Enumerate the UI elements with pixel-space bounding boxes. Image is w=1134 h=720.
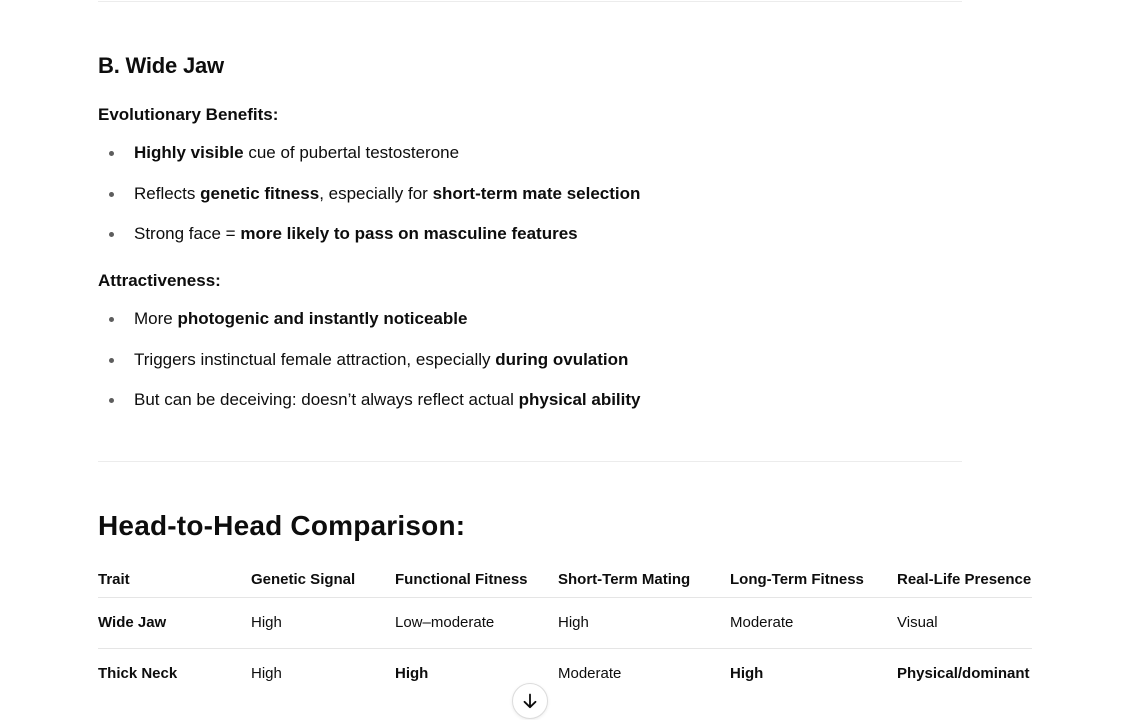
- benefits-heading: Evolutionary Benefits:: [98, 105, 279, 124]
- arrow-down-icon: [521, 692, 539, 710]
- table-cell: Moderate: [730, 614, 794, 631]
- table-cell: Visual: [897, 614, 938, 631]
- table-cell: High: [395, 665, 429, 682]
- text: More: [134, 309, 178, 328]
- comparison-title: Head-to-Head Comparison:: [98, 510, 466, 541]
- benefit-item: [98, 222, 640, 246]
- benefit-item: [98, 182, 640, 206]
- table-cell: Physical/dominant: [897, 665, 1030, 682]
- comparison-table: [98, 562, 1032, 699]
- text: Triggers instinctual female attraction, especially: [134, 349, 496, 369]
- table-cell: Low–moderate: [395, 614, 495, 631]
- attractiveness-list: [98, 307, 641, 429]
- column-header: Functional Fitness: [395, 571, 528, 588]
- row-trait-cell: Wide Jaw: [98, 614, 167, 631]
- bold-text: during ovulation: [495, 349, 629, 369]
- attractiveness-item: [98, 388, 641, 412]
- table-cell: High: [558, 614, 589, 631]
- bold-text: short-term mate selection: [432, 183, 641, 203]
- column-header: Short-Term Mating: [558, 571, 691, 588]
- bold-text: genetic fitness: [200, 183, 320, 203]
- top-divider: [98, 1, 962, 2]
- row-trait-cell: Thick Neck: [98, 665, 178, 682]
- section-title: B. Wide Jaw: [98, 53, 224, 78]
- column-header: Trait: [98, 571, 130, 588]
- benefit-item: [98, 141, 640, 165]
- scroll-to-bottom-button[interactable]: [512, 683, 548, 719]
- bold-text: physical ability: [518, 390, 641, 409]
- section-divider: [98, 461, 962, 462]
- column-header: Genetic Signal: [251, 571, 356, 588]
- attractiveness-item: [98, 348, 641, 372]
- table-header-row: [98, 562, 1032, 598]
- table-cell: High: [251, 665, 282, 682]
- table-cell: High: [251, 614, 282, 631]
- attractiveness-heading: Attractiveness:: [98, 271, 221, 290]
- bold-text: more likely to pass on masculine features: [240, 224, 578, 243]
- bold-text: photogenic and instantly noticeable: [177, 309, 468, 328]
- text: cue of pubertal testosterone: [243, 143, 460, 162]
- table-cell: Moderate: [558, 665, 622, 682]
- bold-text: Highly visible: [134, 143, 244, 162]
- column-header: Real-Life Presence: [897, 571, 1032, 588]
- text: , especially for: [319, 183, 433, 203]
- attractiveness-item: [98, 307, 641, 331]
- benefits-list: [98, 141, 640, 263]
- table-row: [98, 649, 1032, 699]
- text: Strong face =: [134, 224, 241, 243]
- column-header: Long-Term Fitness: [730, 571, 864, 588]
- text: Reflects: [134, 183, 201, 203]
- table-row: [98, 598, 1032, 649]
- table-cell: High: [730, 665, 764, 682]
- text: But can be deceiving: doesn’t always reflect actual: [134, 390, 519, 409]
